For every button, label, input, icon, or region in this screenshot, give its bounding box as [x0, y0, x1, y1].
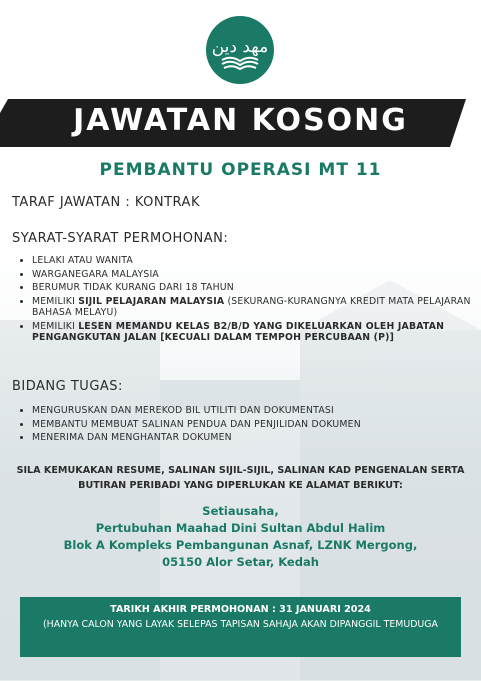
title-banner	[0, 99, 481, 147]
list-item: • MEMILIKI LESEN MEMANDU KELAS B2/B/D YANG DIKELUARKAN OLEH JABATAN PENGANGKUTAN JALAN [KECUALI DALAM TEMPOH PERCUBAAN (P)]	[32, 321, 481, 344]
position-title: PEMBANTU OPERASI MT 11	[99, 160, 382, 180]
duties-heading: BIDANG TUGAS:	[12, 379, 123, 394]
duties-list	[14, 405, 481, 446]
employment-type: TARAF JAWATAN : KONTRAK	[12, 195, 200, 210]
book-calligraphy-logo-icon	[206, 16, 274, 84]
address-line: Setiausaha,	[202, 504, 279, 518]
submission-notice	[8, 464, 473, 493]
list-item: • LELAKI ATAU WANITA	[32, 255, 481, 267]
list-item: • MENERIMA DAN MENGHANTAR DOKUMEN	[32, 432, 481, 444]
notice-line: BUTIRAN PERIBADI YANG DIPERLUKAN KE ALAMAT BERIKUT:	[78, 479, 403, 491]
address-line: Blok A Kompleks Pembangunan Asnaf, LZNK Mergong,	[63, 538, 418, 552]
list-item: • BERUMUR TIDAK KURANG DARI 18 TAHUN	[32, 282, 481, 294]
notice-line: SILA KEMUKAKAN RESUME, SALINAN SIJIL-SIJIL, SALINAN KAD PENGENALAN SERTA	[16, 465, 465, 476]
requirements-heading: SYARAT-SYARAT PERMOHONAN:	[12, 231, 229, 246]
list-item: • MEMBANTU MEMBUAT SALINAN PENDUA DAN PENJILIDAN DOKUMEN	[32, 419, 481, 431]
address-line: Pertubuhan Maahad Dini Sultan Abdul Halim	[95, 521, 386, 535]
banner-title: JAWATAN KOSONG	[73, 103, 408, 138]
logo-calligraphy: مهد دين	[211, 37, 269, 57]
deadline-footer	[20, 597, 461, 657]
list-item: • MENGURUSKAN DAN MEREKOD BIL UTILITI DAN DOKUMENTASI	[32, 405, 481, 417]
address-line: 05150 Alor Setar, Kedah	[162, 555, 319, 569]
list-item: • MEMILIKI SIJIL PELAJARAN MALAYSIA (SEKURANG-KURANGNYA KREDIT MATA PELAJARAN BAHASA MELAYU)	[32, 296, 481, 319]
deadline-text: TARIKH AKHIR PERMOHONAN : 31 JANUARI 2024	[110, 604, 371, 615]
list-item: • WARGANEGARA MALAYSIA	[32, 269, 481, 281]
mailing-address	[0, 503, 481, 571]
interview-note: (HANYA CALON YANG LAYAK SELEPAS TAPISAN SAHAJA AKAN DIPANGGIL TEMUDUGA	[43, 619, 438, 630]
organization-logo	[206, 16, 274, 84]
requirements-list	[14, 255, 481, 346]
